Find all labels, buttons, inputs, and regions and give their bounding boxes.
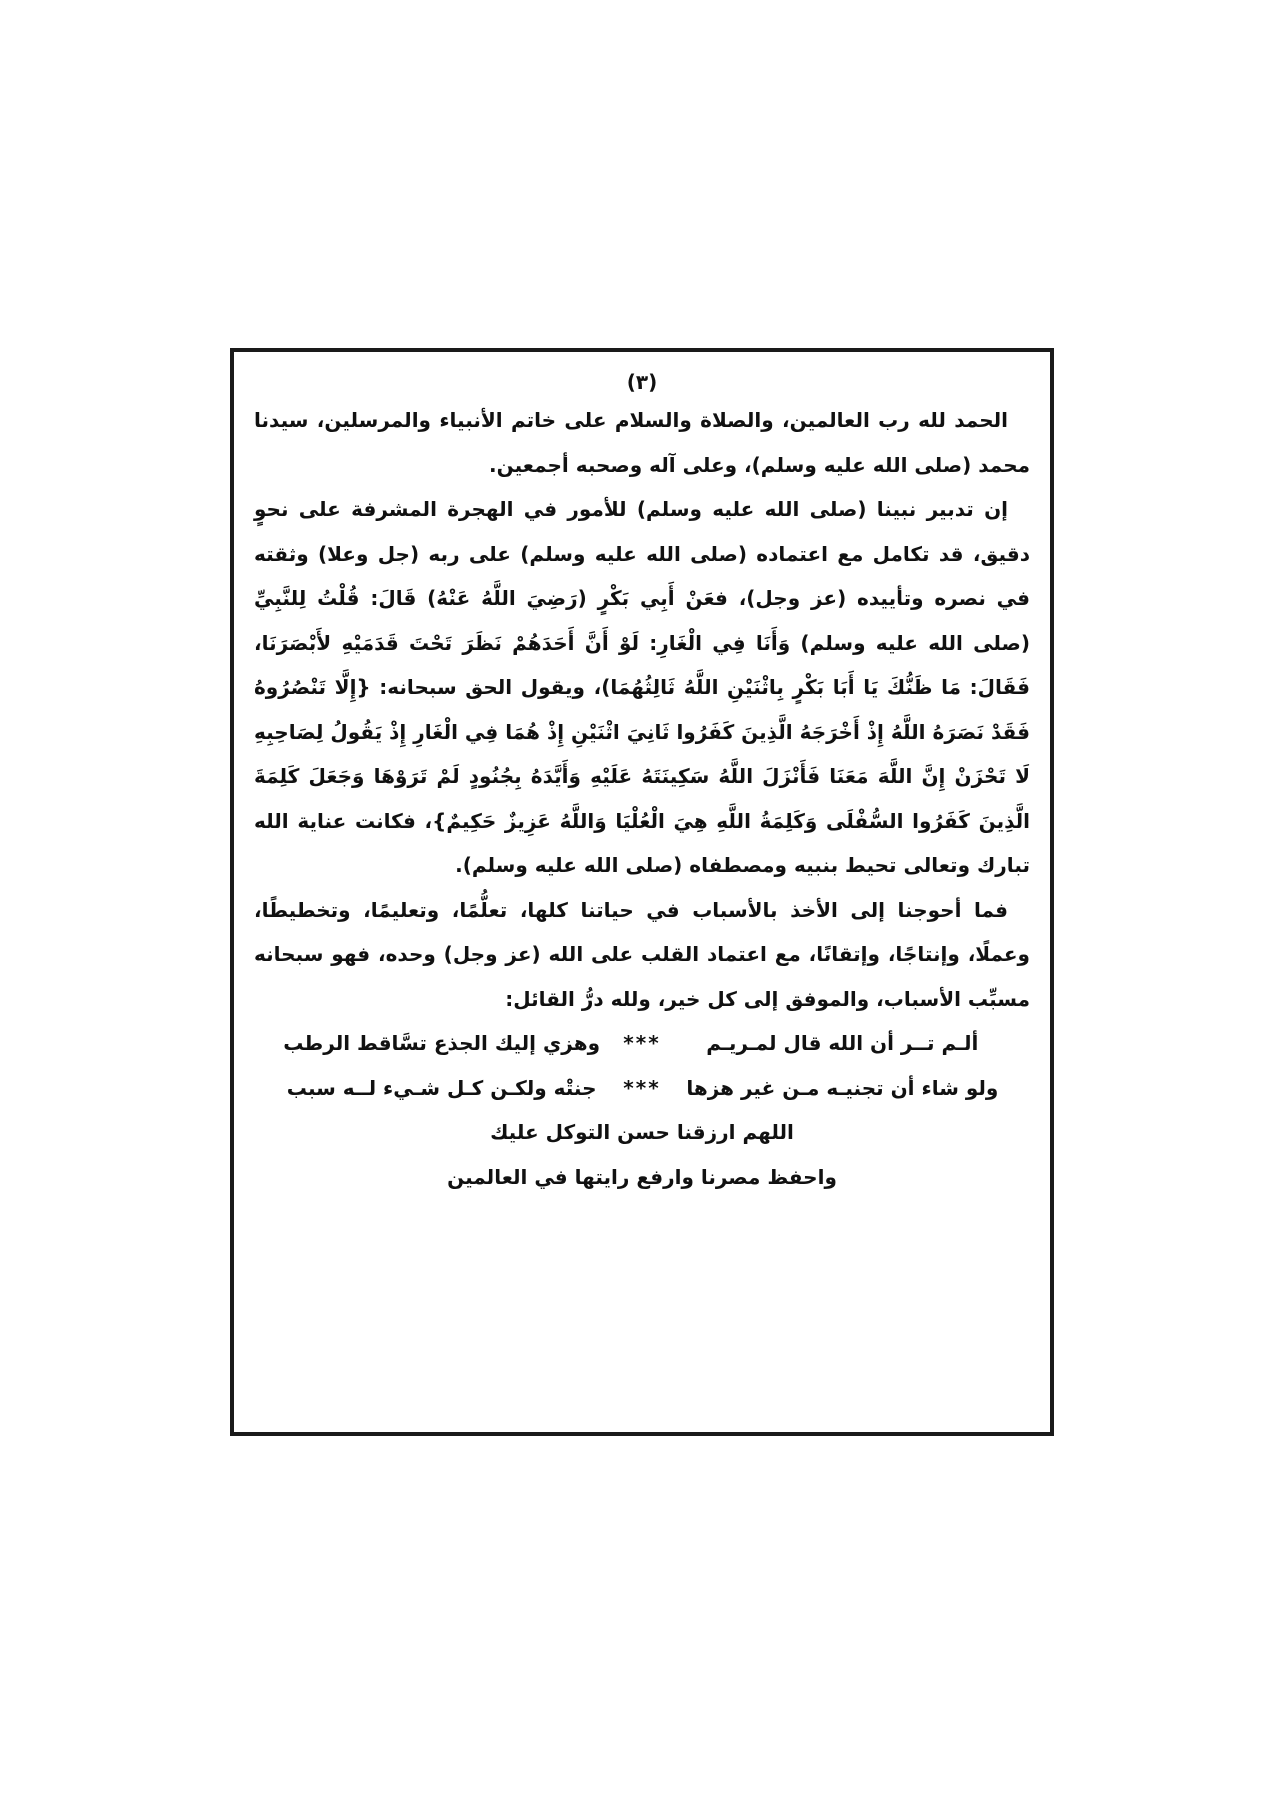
- closing-prayer-line: واحفظ مصرنا وارفع رايتها في العالمين: [447, 1164, 837, 1189]
- poem-separator: ***: [623, 1031, 661, 1055]
- page-number: (٣): [626, 370, 658, 394]
- poem-second-hemistich: وهزي إليك الجذع تسَّاقط الرطب: [283, 1031, 601, 1055]
- body-paragraph: إن تدبير نبينا (صلى الله عليه وسلم) للأمور في الهجرة المشرفة على نحوٍ دقيق، قد تكامل مع اعتماده (صلى الله عليه وسلم) على ربه (جل وعلا) وثقته في نصره وتأييده (عز وجل)، فعَنْ أَبِي بَكْرٍ (رَضِيَ اللَّهُ عَنْهُ) قَالَ: قُلْتُ لِلنَّبِيِّ (صلى الله عليه وسلم) وَأَنَا فِي الْغَارِ: لَوْ أَنَّ أَحَدَهُمْ نَظَرَ تَحْتَ قَدَمَيْهِ لأَبْصَرَنَا، فَقَالَ: مَا ظَنُّكَ يَا أَبَا بَكْرٍ بِاثْنَيْنِ اللَّهُ ثَالِثُهُمَا)، ويقول الحق سبحانه: {إِلَّا تَنْصُرُوهُ فَقَدْ نَصَرَهُ اللَّهُ إِذْ أَخْرَجَهُ الَّذِينَ كَفَرُوا ثَانِيَ اثْنَيْنِ إِذْ هُمَا فِي الْغَارِ إِذْ يَقُولُ لِصَاحِبِهِ لَا تَحْزَنْ إِنَّ اللَّهَ مَعَنَا فَأَنْزَلَ اللَّهُ سَكِينَتَهُ عَلَيْهِ وَأَيَّدَهُ بِجُنُودٍ لَمْ تَرَوْهَا وَجَعَلَ كَلِمَةَ الَّذِينَ كَفَرُوا السُّفْلَى وَكَلِمَةُ اللَّهِ هِيَ الْعُلْيَا وَاللَّهُ عَزِيزٌ حَكِيمٌ}، فكانت عناية الله تبارك وتعالى تحيط بنبيه ومصطفاه (صلى الله عليه وسلم).: [254, 497, 1030, 877]
- poem-first-hemistich: ألـم تــر أن الله قال لمـريـم: [706, 1031, 979, 1055]
- poem-first-hemistich: ولو شاء أن تجنيـه مـن غير هزها: [686, 1075, 999, 1100]
- page-frame: [230, 348, 1054, 1436]
- poem-verse: [254, 1066, 1030, 1111]
- closing-prayer-line: اللهم ارزقنا حسن التوكل عليك: [490, 1120, 794, 1144]
- opening-paragraph: الحمد لله رب العالمين، والصلاة والسلام على خاتم الأنبياء والمرسلين، سيدنا محمد (صلى الله عليه وسلم)، وعلى آله وصحبه أجمعين.: [254, 408, 1030, 477]
- poem-separator: ***: [623, 1075, 661, 1100]
- conclusion-paragraph: فما أحوجنا إلى الأخذ بالأسباب في حياتنا كلها، تعلُّمًا، وتعليمًا، وتخطيطًا، وعملًا، وإنتاجًا، وإتقانًا، مع اعتماد القلب على الله (عز وجل) وحده، فهو سبحانه مسبِّب الأسباب، والموفق إلى كل خير، ولله درُّ القائل:: [254, 897, 1030, 1011]
- poem-second-hemistich: جنتْه ولكـن كـل شـيء لــه سبب: [286, 1075, 597, 1100]
- poem-verse: [254, 1021, 1030, 1066]
